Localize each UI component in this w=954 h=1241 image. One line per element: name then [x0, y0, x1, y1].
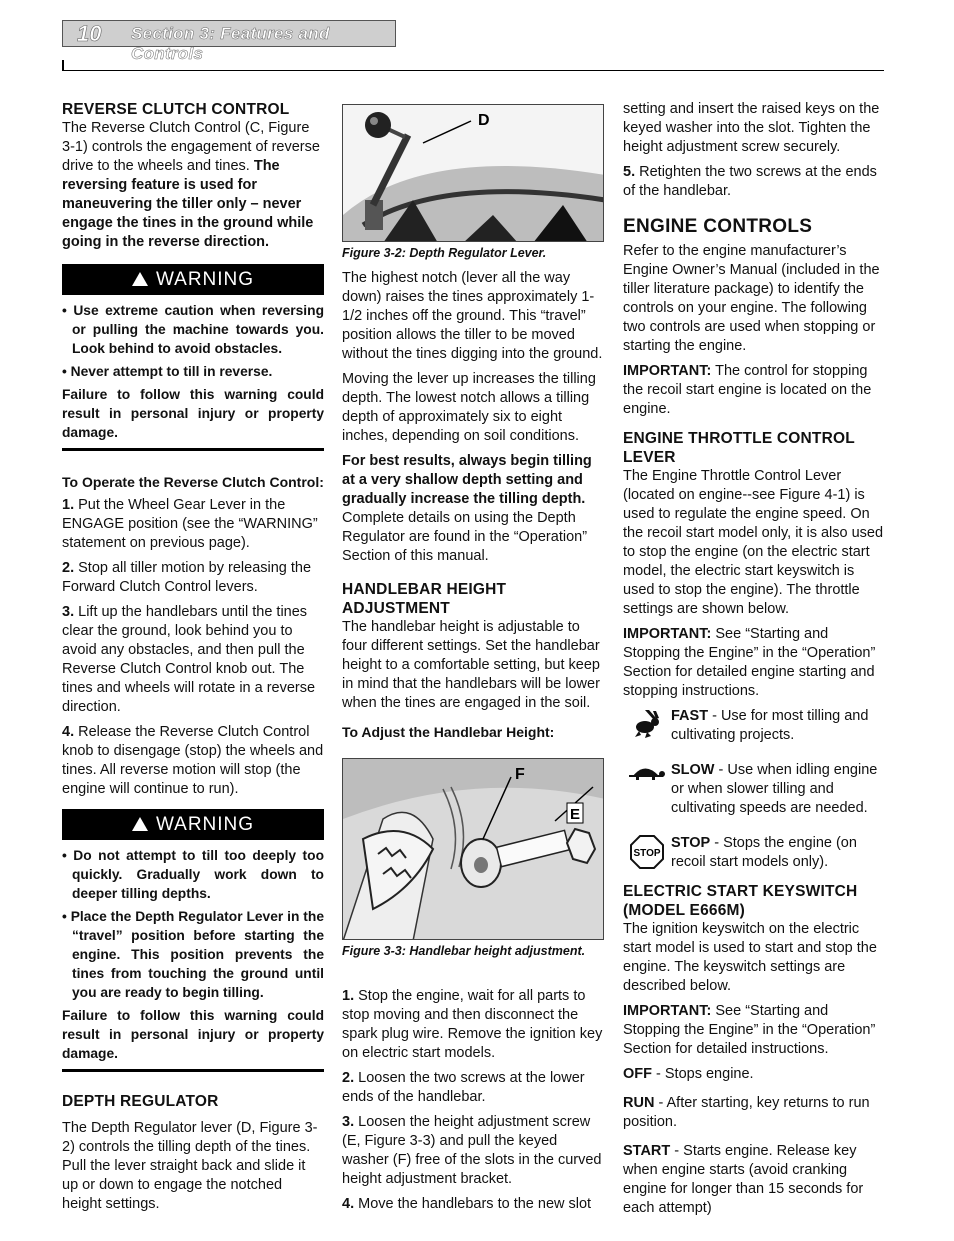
important-note: IMPORTANT: See “Starting and Stopping the Engine” in the “Operation” Section for detailed instructions.	[623, 1003, 876, 1057]
step-item: 2. Loosen the two screws at the lower ends of the handlebar.	[342, 1070, 585, 1105]
reverse-heading: REVERSE CLUTCH CONTROL	[62, 101, 290, 118]
keyswitch-paragraph: The ignition keyswitch on the electric start model is used to start and stop the engine. The keyswitch settings are described below.	[623, 921, 877, 994]
column-2	[342, 104, 604, 1220]
warning-banner-2	[62, 809, 324, 840]
step-item: 5. Retighten the two screws at the ends of the handlebar.	[623, 164, 877, 199]
throttle-heading: ENGINE THROTTLE CONTROL LEVER	[623, 430, 855, 466]
moving-paragraph: Moving the lever up increases the tilling depth. The lowest notch allows a tilling depth of approximately six to eight inches, depending on soil conditions.	[342, 371, 596, 444]
handlebar-illustration	[343, 759, 604, 940]
run-setting: RUN - After starting, key returns to run position.	[623, 1095, 870, 1130]
warning-banner-1	[62, 264, 324, 295]
warning-bullet: • Use extreme caution when reversing or pulling the machine towards you. Look behind to avoid obstacles.	[62, 303, 324, 356]
best-results-paragraph: For best results, always begin tilling at a very shallow depth setting and gradually increase the tilling depth. Complete details on using the Depth Regulator are found in the “Operation” Section of this manual.	[342, 453, 592, 564]
reverse-paragraph: The Reverse Clutch Control (C, Figure 3-1) controls the engagement of reverse drive to the wheels and tines. The reversing feature is used for maneuvering the tiller only – never engage the tines in the ground while going in the reverse direction.	[62, 120, 320, 250]
fast-setting: FAST - Use for most tilling and cultivating projects.	[623, 707, 887, 745]
warning-label: WARNING	[155, 814, 255, 835]
step-item: 2. Stop all tiller motion by releasing the Forward Clutch Control levers.	[62, 560, 312, 595]
engine-controls-heading: ENGINE CONTROLS	[623, 216, 813, 237]
step-item: 3. Loosen the height adjustment screw (E, Figure 3-3) and pull the keyed washer (F) free of the slots in the curved height adjustment bracket.	[342, 1114, 602, 1187]
step-item: 1. Put the Wheel Gear Lever in the ENGAGE position (see the “WARNING” statement on previous page).	[62, 497, 318, 551]
figure-caption: Figure 3-2: Depth Regulator Lever.	[342, 246, 547, 260]
keyswitch-heading: ELECTRIC START KEYSWITCH (MODEL E666M)	[623, 883, 858, 919]
page-number: 10	[77, 21, 102, 46]
figure-depth-regulator	[342, 104, 604, 242]
start-setting: START - Starts engine. Release key when engine starts (avoid cranking engine for longer than 15 seconds for each attempt)	[623, 1143, 864, 1216]
handlebar-paragraph: The handlebar height is adjustable to four different settings. Set the handlebar height to a comfortable setting, but keep in mind that the handlebars will be lower when the tines are engaged in the soil.	[342, 619, 600, 711]
warning-failure-text: Failure to follow this warning could result in personal injury or property damage.	[62, 1008, 324, 1061]
figure-label-f: F	[515, 766, 525, 783]
depth-regulator-illustration	[343, 105, 604, 242]
step-item: 1. Stop the engine, wait for all parts to stop moving and then disconnect the spark plug wire. Remove the ignition key on electric start models.	[342, 988, 603, 1061]
step-item: 4. Move the handlebars to the new slot	[342, 1196, 592, 1212]
section-header	[62, 20, 396, 63]
stop-setting: STOP STOP - Stops the engine (on recoil start models only).	[623, 834, 887, 872]
depth-paragraph: The Depth Regulator lever (D, Figure 3-2) controls the tilling depth of the tines. Pull the lever straight back and slide it up or down to engage the notched height settings.	[62, 1120, 318, 1212]
stop-sign-text: STOP	[633, 848, 661, 859]
column-3	[623, 100, 887, 1224]
continued-paragraph: setting and insert the raised keys on the keyed washer into the slot. Tighten the height adjustment screw securely.	[623, 101, 880, 155]
column-1	[62, 100, 324, 1220]
handlebar-heading: HANDLEBAR HEIGHT ADJUSTMENT	[342, 581, 507, 617]
throttle-paragraph: The Engine Throttle Control Lever (located on engine--see Figure 4-1) is used to regulate the engine speed. On the recoil start model only, it is also used to stop the engine (on the electric start model, the electric start keyswitch is used to stop the engine). The throttle settings are shown below.	[623, 468, 884, 617]
warning-icon	[132, 817, 148, 831]
warning-block-1	[62, 301, 324, 451]
rabbit-icon	[631, 707, 663, 739]
warning-failure-text: Failure to follow this warning could result in personal injury or property damage.	[62, 387, 324, 440]
slow-setting: SLOW - Use when idling engine or when slower tilling and cultivating speeds are needed.	[623, 761, 887, 818]
warning-bullet: • Place the Depth Regulator Lever in the “travel” position before starting the engine. This position prevents the tines from touching the ground until you are ready to begin tilling.	[62, 909, 324, 1000]
section-title: Section 3: Features and Controls	[131, 24, 330, 63]
depth-heading: DEPTH REGULATOR	[62, 1093, 219, 1110]
figure-handlebar-adjustment	[342, 758, 604, 940]
warning-bullet: • Never attempt to till in reverse.	[62, 364, 273, 379]
adjust-heading: To Adjust the Handlebar Height:	[342, 724, 555, 740]
engine-paragraph: Refer to the engine manufacturer’s Engine Owner’s Manual (included in the tiller literature package) to identify the controls on your engine. The following two controls are used when stopping or starting the engine.	[623, 243, 880, 354]
figure-caption: Figure 3-3: Handlebar height adjustment.	[342, 944, 586, 958]
warning-block-2	[62, 846, 324, 1072]
stop-sign-icon	[629, 834, 665, 870]
off-setting: OFF - Stops engine.	[623, 1066, 754, 1082]
warning-label: WARNING	[155, 269, 255, 290]
step-item: 3. Lift up the handlebars until the tines clear the ground, look behind you to avoid any obstacles, and then pull the Reverse Clutch Control knob out. The tines and wheels will rotate in a reverse direction.	[62, 604, 316, 715]
important-note: IMPORTANT: See “Starting and Stopping the Engine” in the “Operation” Section for detailed engine starting and stopping instructions.	[623, 626, 876, 699]
operate-heading: To Operate the Reverse Clutch Control:	[62, 474, 324, 490]
figure-label-e: E	[570, 806, 581, 823]
warning-bullet: • Do not attempt to till too deeply too quickly. Gradually work down to deeper tilling depths.	[62, 848, 324, 901]
figure-label-d: D	[478, 112, 490, 129]
step-item: 4. Release the Reverse Clutch Control knob to disengage (stop) the wheels and tines. All reverse motion will stop (the engine will continue to run).	[62, 724, 324, 797]
warning-icon	[132, 272, 148, 286]
header-rule	[62, 70, 884, 71]
highest-paragraph: The highest notch (lever all the way down) raises the tines approximately 1-1/2 inches off the ground. This “travel” position allows the tiller to be moved without the tines digging into the ground.	[342, 270, 603, 362]
important-note: IMPORTANT: The control for stopping the recoil start engine is located on the engine.	[623, 363, 872, 417]
turtle-icon	[627, 761, 667, 781]
